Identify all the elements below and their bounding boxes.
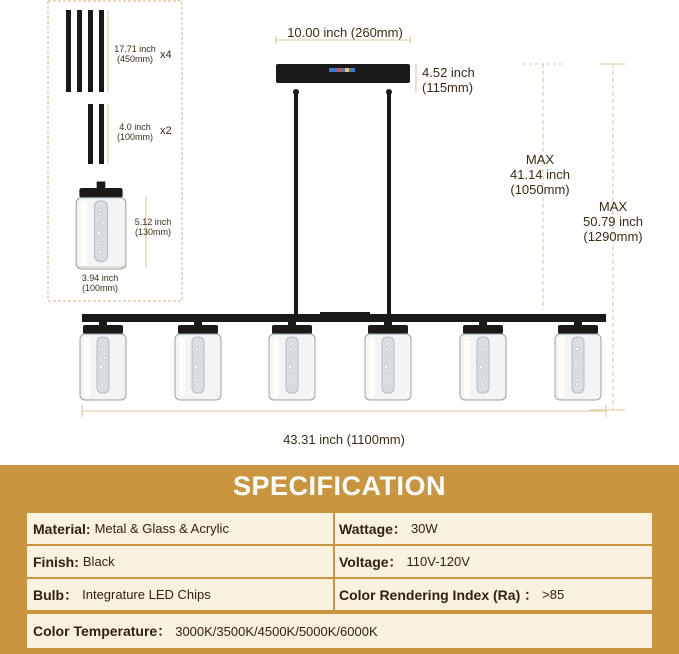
spec-wattage: Wattage： 30W [339, 520, 438, 537]
spec-material: Material: Metal & Glass & Acrylic [33, 520, 229, 537]
max-drop-label: MAX 41.14 inch (1050mm) [510, 152, 570, 197]
spec-row [27, 546, 652, 577]
spec-bulb: Bulb： Integrature LED Chips [33, 586, 211, 603]
spec-row-full [27, 614, 652, 648]
bar-length-label: 43.31 inch (1100mm) [283, 432, 405, 447]
suspension-rod [294, 92, 298, 316]
specification-title: SPECIFICATION [232, 471, 446, 501]
spec-row [27, 579, 652, 610]
spec-row [27, 513, 652, 544]
canopy-width-label: 10.00 inch (260mm) [287, 25, 403, 40]
canopy-height-label: 4.52 inch (115mm) [422, 65, 475, 95]
rod-long-label: 17.71 inch (450mm) [114, 44, 156, 65]
shade-height-label: 5.12 inch (130mm) [134, 217, 172, 238]
rod-short-label: 4.0 inch (100mm) [116, 122, 153, 143]
spec-voltage: Voltage： 110V-120V [339, 553, 470, 570]
spec-color-temperature: Color Temperature： 3000K/3500K/4500K/5000K/6000K [33, 623, 378, 639]
canopy [276, 64, 410, 83]
rod-short-qty: x2 [160, 125, 172, 137]
spec-finish: Finish: Black [33, 553, 115, 570]
rod-short [88, 104, 93, 164]
rod-long-qty: x4 [160, 49, 172, 61]
rod-long [66, 10, 71, 92]
shade-width-label: 3.94 inch (100mm) [81, 273, 119, 294]
spec-cri: Color Rendering Index (Ra) ： >85 [339, 586, 565, 603]
spec-divider [333, 513, 335, 610]
specification-panel [0, 465, 679, 654]
max-total-label: MAX 50.79 inch (1290mm) [583, 199, 643, 244]
